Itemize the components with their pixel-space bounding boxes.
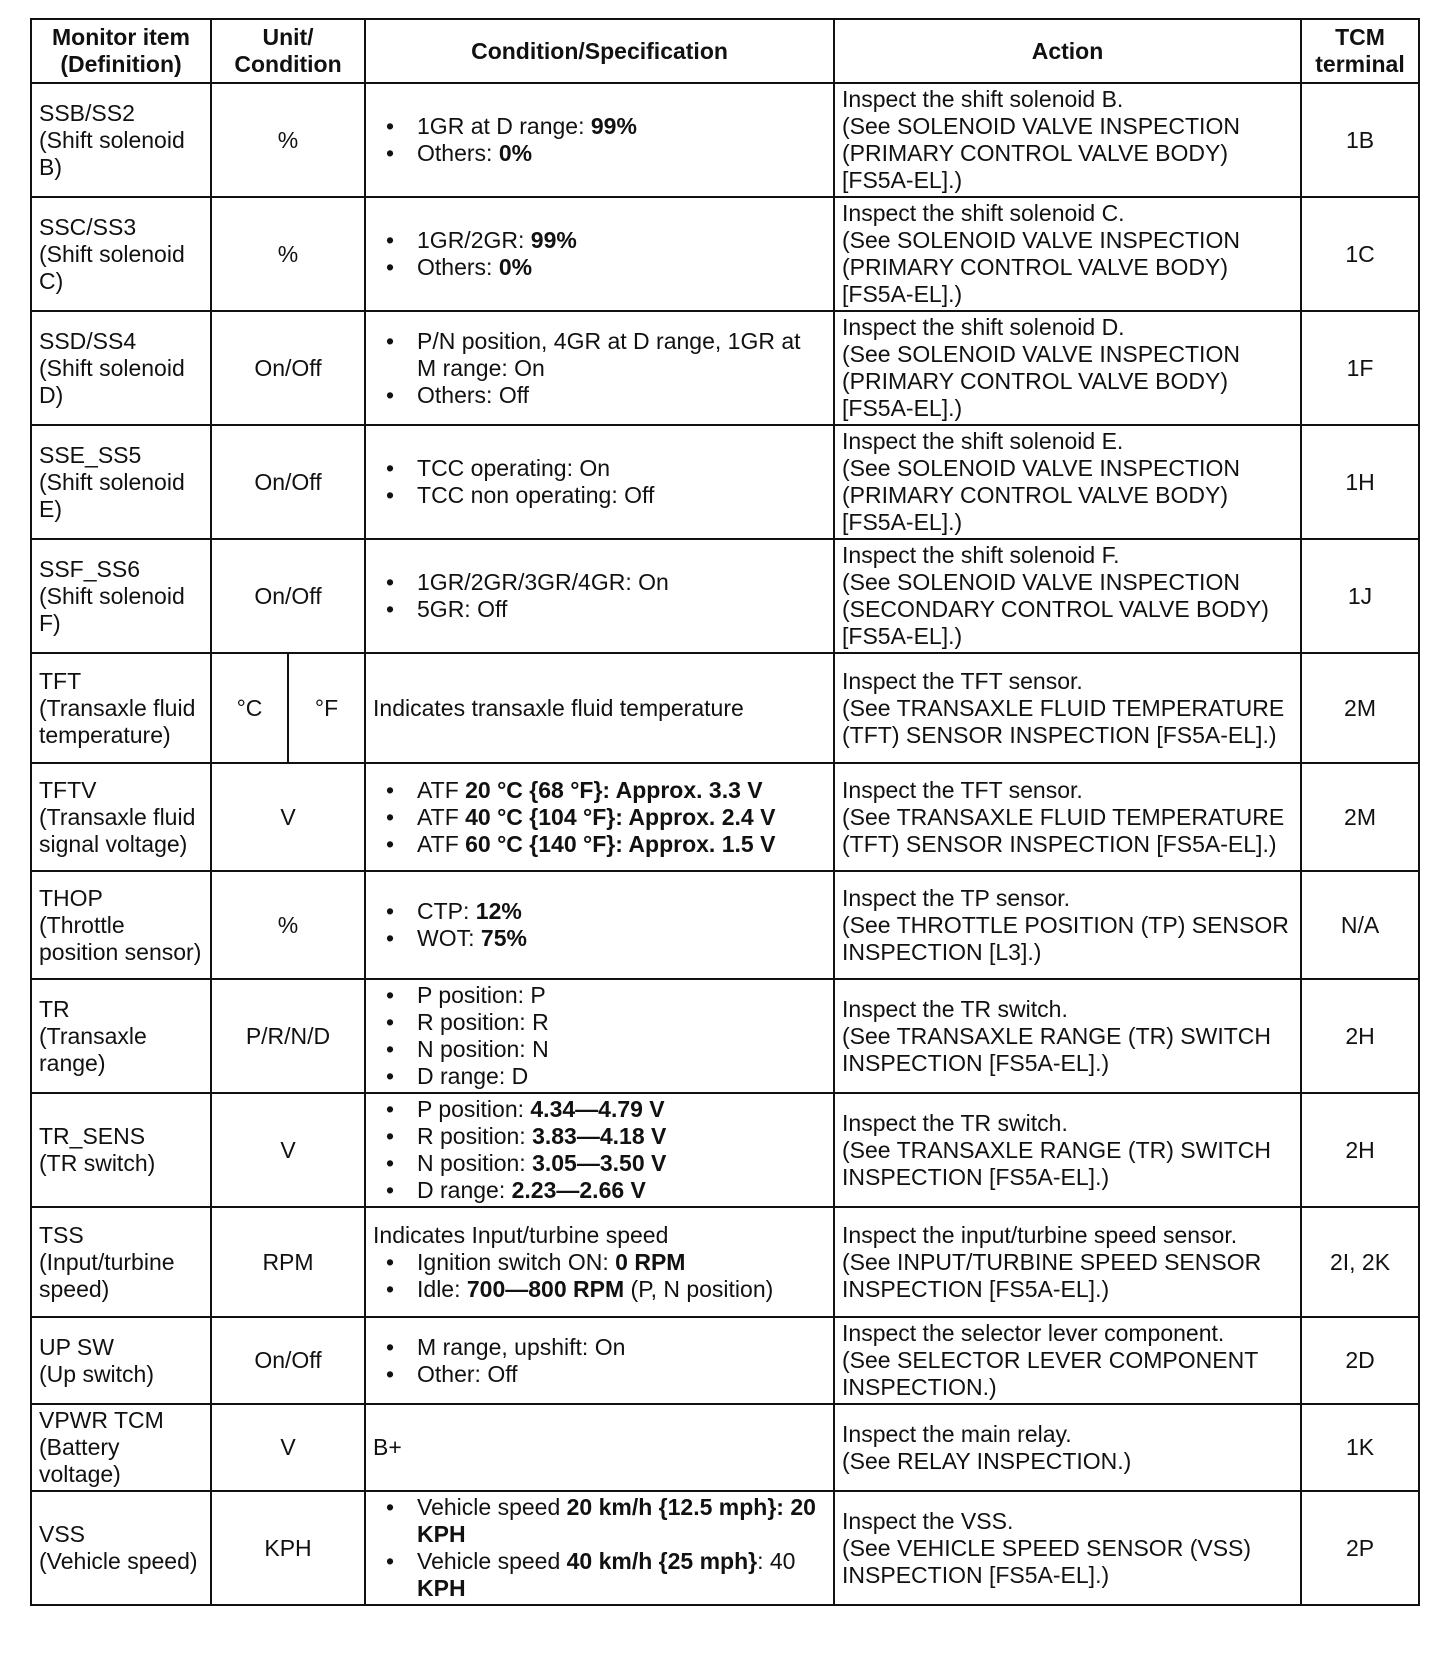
tcm-terminal-cell: 2H — [1301, 1093, 1419, 1207]
bullet-value: 99% — [530, 227, 577, 253]
bullet-value: 20 km/h {12.5 mph}: 20 KPH — [417, 1494, 816, 1547]
table-row — [31, 871, 1419, 979]
condition-text: B+ — [373, 1434, 402, 1460]
bullet-value: 0 RPM — [615, 1248, 686, 1275]
header-unit-condition: Unit/ Condition — [211, 19, 365, 83]
action-text: Inspect the shift solenoid C. (See SOLENOID VALVE INSPECTION (PRIMARY CONTROL VALVE BODY) [FS5A-EL].) — [842, 200, 1240, 307]
bullet-label: Ignition switch ON: — [417, 1248, 616, 1275]
condition-bullet — [417, 1361, 826, 1388]
bullet-label: TCC operating: On — [417, 455, 611, 481]
action-text: Inspect the TR switch. (See TRANSAXLE RANGE (TR) SWITCH INSPECTION [FS5A-EL].) — [842, 995, 1271, 1076]
condition-bullet — [417, 1063, 826, 1090]
action-text: Inspect the input/turbine speed sensor. (See INPUT/TURBINE SPEED SENSOR INSPECTION [FS5A-EL].) — [842, 1221, 1262, 1302]
condition-bullet — [417, 1150, 826, 1177]
monitor-item-text: UP SW (Up switch) — [39, 1333, 155, 1387]
bullet-label: P position: P — [417, 982, 546, 1008]
unit-condition-cell: % — [211, 197, 365, 311]
unit-condition-cell: RPM — [211, 1207, 365, 1317]
bullet-value: 99% — [590, 113, 637, 139]
table-row — [31, 425, 1419, 539]
bullet-value: 3.05—3.50 V — [532, 1150, 667, 1176]
action-text: Inspect the TR switch. (See TRANSAXLE RANGE (TR) SWITCH INSPECTION [FS5A-EL].) — [842, 1109, 1271, 1190]
condition-specification-cell — [365, 1207, 834, 1317]
monitor-item-text: THOP (Throttle position sensor) — [39, 884, 202, 965]
bullet-value: 40 km/h {25 mph} — [566, 1548, 758, 1574]
bullet-value: 12% — [475, 898, 522, 924]
bullet-label: M range, upshift: On — [417, 1333, 626, 1360]
condition-specification-cell — [365, 1404, 834, 1491]
condition-bullet — [417, 1009, 826, 1036]
bullet-value: 40 °C {104 °F}: Approx. 2.4 V — [465, 803, 776, 830]
action-text: Inspect the VSS. (See VEHICLE SPEED SENSOR (VSS) INSPECTION [FS5A-EL].) — [842, 1507, 1252, 1588]
tcm-terminal-cell: 2D — [1301, 1317, 1419, 1404]
bullet-tail: KPH — [417, 1575, 466, 1601]
bullet-label: 1GR at D range: — [417, 113, 591, 139]
table-row — [31, 197, 1419, 311]
condition-bullet — [417, 482, 826, 509]
bullet-label: ATF — [417, 830, 466, 857]
unit-condition-cell: On/Off — [211, 311, 365, 425]
condition-bullet — [417, 1334, 826, 1361]
monitor-item-cell — [31, 1317, 211, 1404]
table-body — [31, 83, 1419, 1605]
bullet-label: Other: Off — [417, 1360, 518, 1387]
unit-condition-cell: V — [211, 1404, 365, 1491]
bullet-label: ATF — [417, 776, 466, 803]
unit-condition-cell: On/Off — [211, 425, 365, 539]
monitor-item-text: TFT (Transaxle fluid temperature) — [39, 667, 196, 748]
action-text: Inspect the TFT sensor. (See TRANSAXLE FLUID TEMPERATURE (TFT) SENSOR INSPECTION [FS5A-EL].) — [842, 667, 1285, 748]
condition-specification-cell — [365, 1491, 834, 1605]
condition-specification-cell — [365, 1317, 834, 1404]
condition-bullet — [417, 140, 826, 167]
condition-specification-cell — [365, 539, 834, 653]
action-cell — [834, 653, 1301, 763]
table-row — [31, 1404, 1419, 1491]
unit-condition-cell: % — [211, 871, 365, 979]
monitor-item-text: TR (Transaxle range) — [39, 995, 147, 1076]
condition-bullet-list — [373, 1249, 826, 1303]
condition-specification-cell — [365, 763, 834, 871]
condition-bullet — [417, 1036, 826, 1063]
monitor-item-text: VSS (Vehicle speed) — [39, 1521, 198, 1574]
condition-bullet-list — [373, 227, 826, 281]
bullet-label: 1GR/2GR/3GR/4GR: On — [417, 569, 669, 595]
header-monitor-item: Monitor item (Definition) — [31, 19, 211, 83]
table-row — [31, 763, 1419, 871]
action-cell — [834, 311, 1301, 425]
bullet-label: WOT: — [417, 925, 481, 951]
bullet-value: 0% — [498, 254, 533, 280]
condition-bullet — [417, 455, 826, 482]
condition-bullet — [417, 898, 826, 925]
condition-text: Indicates transaxle fluid temperature — [373, 694, 744, 721]
monitor-item-cell — [31, 653, 211, 763]
action-cell — [834, 1093, 1301, 1207]
bullet-value: 75% — [480, 925, 527, 951]
monitor-item-cell — [31, 425, 211, 539]
monitor-item-text: SSF_SS6 (Shift solenoid F) — [39, 555, 185, 636]
monitor-item-text: TSS (Input/turbine speed) — [39, 1221, 175, 1302]
bullet-label: TCC non operating: Off — [417, 482, 655, 508]
condition-specification-cell — [365, 197, 834, 311]
condition-specification-cell — [365, 311, 834, 425]
table-row — [31, 311, 1419, 425]
unit-condition-cell: V — [211, 763, 365, 871]
action-text: Inspect the main relay. (See RELAY INSPECTION.) — [842, 1420, 1132, 1474]
monitor-item-cell — [31, 539, 211, 653]
condition-bullet — [417, 1494, 826, 1548]
monitor-item-cell — [31, 979, 211, 1093]
monitor-item-cell — [31, 1207, 211, 1317]
monitor-item-text: SSD/SS4 (Shift solenoid D) — [39, 327, 185, 408]
bullet-label: ATF — [417, 803, 466, 830]
monitor-item-text: SSC/SS3 (Shift solenoid C) — [39, 213, 185, 294]
unit-condition-cell: KPH — [211, 1491, 365, 1605]
monitor-item-cell — [31, 763, 211, 871]
unit-celsius-cell: °C — [211, 653, 288, 763]
condition-bullet-list — [373, 1334, 826, 1388]
condition-bullet — [417, 1276, 826, 1303]
bullet-value: 4.34—4.79 V — [530, 1096, 665, 1122]
bullet-label: Idle: — [417, 1275, 467, 1302]
condition-bullet — [417, 113, 826, 140]
action-cell — [834, 763, 1301, 871]
condition-bullet — [417, 982, 826, 1009]
monitor-item-cell — [31, 1404, 211, 1491]
tcm-terminal-cell: 1B — [1301, 83, 1419, 197]
condition-bullet-list — [373, 982, 826, 1090]
condition-bullet — [417, 1548, 826, 1602]
action-cell — [834, 539, 1301, 653]
bullet-label: P/N position, 4GR at D range, 1GR at M range: On — [417, 327, 801, 381]
condition-specification-cell — [365, 83, 834, 197]
condition-bullet-list — [373, 113, 826, 167]
header-tcm-terminal: TCM terminal — [1301, 19, 1419, 83]
condition-bullet — [417, 1249, 826, 1276]
condition-bullet — [417, 382, 826, 409]
table-row — [31, 83, 1419, 197]
condition-bullet — [417, 254, 826, 281]
bullet-label: N position: — [417, 1150, 533, 1176]
unit-condition-cell: On/Off — [211, 539, 365, 653]
action-text: Inspect the selector lever component. (See SELECTOR LEVER COMPONENT INSPECTION.) — [842, 1320, 1258, 1400]
action-text: Inspect the shift solenoid E. (See SOLENOID VALVE INSPECTION (PRIMARY CONTROL VALVE BODY) [FS5A-EL].) — [842, 428, 1240, 535]
table-row — [31, 1207, 1419, 1317]
monitor-item-text: SSE_SS5 (Shift solenoid E) — [39, 441, 185, 522]
monitor-item-cell — [31, 1491, 211, 1605]
tcm-terminal-cell: 2M — [1301, 763, 1419, 871]
bullet-label: Others: — [417, 254, 499, 280]
condition-bullet — [417, 227, 826, 254]
condition-bullet-list — [373, 455, 826, 509]
header-condition-specification: Condition/Specification — [365, 19, 834, 83]
condition-bullet-list — [373, 777, 826, 858]
monitor-item-cell — [31, 83, 211, 197]
action-cell — [834, 871, 1301, 979]
tcm-terminal-cell: 1H — [1301, 425, 1419, 539]
condition-bullet — [417, 777, 826, 804]
action-cell — [834, 1491, 1301, 1605]
condition-specification-cell — [365, 979, 834, 1093]
condition-specification-cell — [365, 871, 834, 979]
tcm-terminal-cell: 2I, 2K — [1301, 1207, 1419, 1317]
monitor-item-cell — [31, 871, 211, 979]
action-cell — [834, 1317, 1301, 1404]
table-row — [31, 979, 1419, 1093]
monitor-item-text: VPWR TCM (Battery voltage) — [39, 1407, 164, 1487]
bullet-value: 0% — [498, 140, 533, 166]
bullet-value: 700—800 RPM — [466, 1275, 625, 1302]
action-cell — [834, 197, 1301, 311]
bullet-label: N position: N — [417, 1036, 549, 1062]
condition-bullet-list — [373, 569, 826, 623]
bullet-value: 2.23—2.66 V — [511, 1177, 646, 1203]
bullet-label: D range: D — [417, 1063, 529, 1089]
table-row — [31, 653, 1419, 763]
action-text: Inspect the shift solenoid F. (See SOLENOID VALVE INSPECTION (SECONDARY CONTROL VALVE BODY) [FS5A-EL].) — [842, 542, 1269, 649]
tcm-terminal-cell: 2P — [1301, 1491, 1419, 1605]
action-cell — [834, 979, 1301, 1093]
bullet-label: R position: R — [417, 1009, 549, 1035]
condition-specification-cell — [365, 653, 834, 763]
table-row — [31, 1317, 1419, 1404]
condition-bullet — [417, 831, 826, 858]
bullet-label: P position: — [417, 1096, 531, 1122]
action-text: Inspect the TP sensor. (See THROTTLE POSITION (TP) SENSOR INSPECTION [L3].) — [842, 884, 1289, 965]
bullet-suffix: (P, N position) — [624, 1275, 774, 1302]
unit-condition-cell: P/R/N/D — [211, 979, 365, 1093]
table-row — [31, 1491, 1419, 1605]
tcm-terminal-cell: N/A — [1301, 871, 1419, 979]
condition-bullet — [417, 1096, 826, 1123]
table-header-row — [31, 19, 1419, 83]
condition-bullet — [417, 328, 826, 382]
bullet-label: Vehicle speed — [417, 1548, 567, 1574]
condition-bullet-list — [373, 1494, 826, 1602]
table-row — [31, 539, 1419, 653]
header-action: Action — [834, 19, 1301, 83]
unit-condition-cell: V — [211, 1093, 365, 1207]
unit-fahrenheit-cell: °F — [288, 653, 365, 763]
monitor-item-cell — [31, 197, 211, 311]
tcm-terminal-cell: 1J — [1301, 539, 1419, 653]
action-text: Inspect the shift solenoid B. (See SOLENOID VALVE INSPECTION (PRIMARY CONTROL VALVE BODY) [FS5A-EL].) — [842, 86, 1240, 193]
tcm-terminal-cell: 2H — [1301, 979, 1419, 1093]
action-cell — [834, 425, 1301, 539]
monitor-item-table — [30, 18, 1420, 1606]
bullet-label: Others: Off — [417, 381, 530, 408]
unit-condition-cell: On/Off — [211, 1317, 365, 1404]
condition-bullet-list — [373, 328, 826, 409]
condition-bullet-list — [373, 1096, 826, 1204]
condition-bullet — [417, 596, 826, 623]
bullet-label: Others: — [417, 140, 499, 166]
monitor-item-text: TFTV (Transaxle fluid signal voltage) — [39, 776, 196, 857]
action-text: Inspect the TFT sensor. (See TRANSAXLE FLUID TEMPERATURE (TFT) SENSOR INSPECTION [FS5A-EL].) — [842, 776, 1285, 857]
condition-bullet — [417, 569, 826, 596]
tcm-terminal-cell: 1K — [1301, 1404, 1419, 1491]
monitor-item-text: SSB/SS2 (Shift solenoid B) — [39, 99, 185, 180]
table-row — [31, 1093, 1419, 1207]
bullet-label: 5GR: Off — [417, 596, 508, 622]
unit-condition-cell: % — [211, 83, 365, 197]
condition-bullet — [417, 804, 826, 831]
condition-bullet-list — [373, 898, 826, 952]
condition-text: Indicates Input/turbine speed — [373, 1221, 669, 1248]
monitor-item-text: TR_SENS (TR switch) — [39, 1123, 156, 1176]
bullet-label: R position: — [417, 1123, 533, 1149]
tcm-terminal-cell: 1F — [1301, 311, 1419, 425]
condition-bullet — [417, 1123, 826, 1150]
condition-bullet — [417, 1177, 826, 1204]
monitor-item-cell — [31, 311, 211, 425]
action-cell — [834, 83, 1301, 197]
action-cell — [834, 1207, 1301, 1317]
bullet-value: 60 °C {140 °F}: Approx. 1.5 V — [465, 830, 776, 857]
tcm-terminal-cell: 2M — [1301, 653, 1419, 763]
bullet-label: D range: — [417, 1177, 512, 1203]
bullet-label: CTP: — [417, 898, 476, 924]
bullet-label: 1GR/2GR: — [417, 227, 531, 253]
condition-bullet — [417, 925, 826, 952]
bullet-suffix: : 40 — [757, 1548, 796, 1574]
action-cell — [834, 1404, 1301, 1491]
tcm-terminal-cell: 1C — [1301, 197, 1419, 311]
bullet-label: Vehicle speed — [417, 1494, 567, 1520]
bullet-value: 20 °C {68 °F}: Approx. 3.3 V — [465, 776, 763, 803]
bullet-value: 3.83—4.18 V — [532, 1123, 667, 1149]
monitor-item-cell — [31, 1093, 211, 1207]
condition-specification-cell — [365, 425, 834, 539]
condition-specification-cell — [365, 1093, 834, 1207]
action-text: Inspect the shift solenoid D. (See SOLENOID VALVE INSPECTION (PRIMARY CONTROL VALVE BODY) [FS5A-EL].) — [842, 314, 1240, 421]
